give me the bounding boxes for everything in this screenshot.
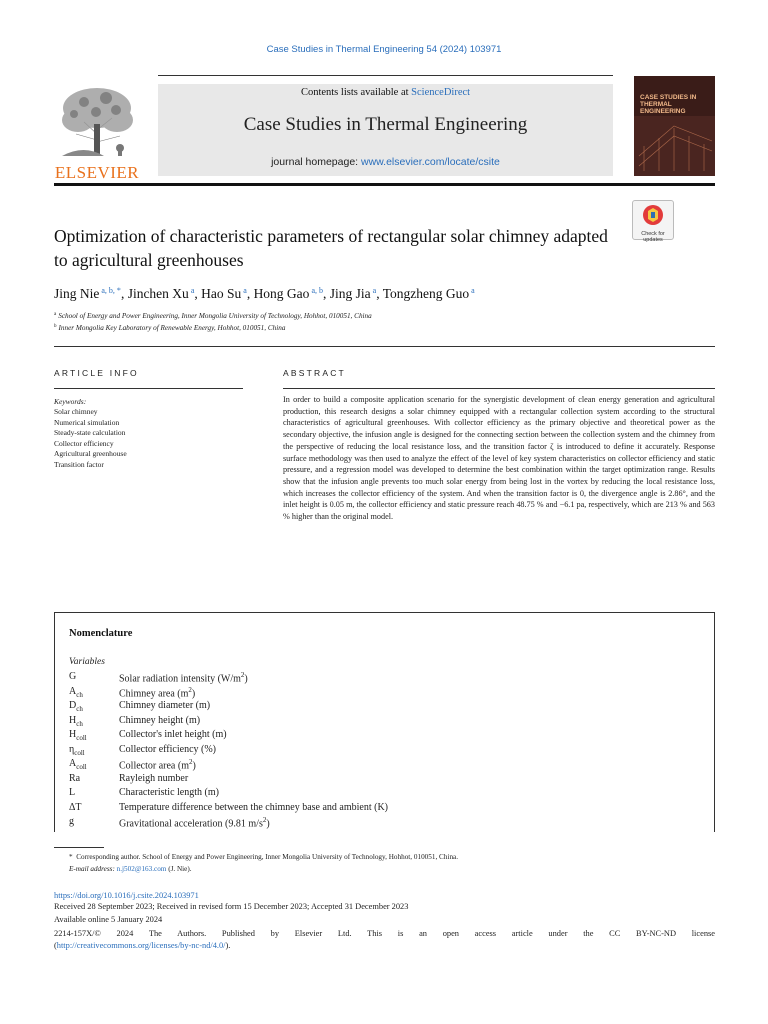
definition-text: Chimney height (m)	[119, 714, 201, 726]
definition-tail: )	[244, 673, 248, 685]
keyword: Collector efficiency	[54, 438, 114, 448]
symbol-base: D	[69, 700, 77, 711]
symbol-subscript: ch	[76, 705, 83, 713]
author-name: Hao Su	[201, 286, 242, 301]
author[interactable]	[54, 286, 121, 301]
nomenclature-row	[69, 729, 689, 744]
license-close: ).	[225, 941, 231, 950]
nomenclature-title: Nomenclature	[69, 628, 133, 639]
doi-line	[54, 891, 715, 900]
nomenclature-symbol	[69, 758, 119, 773]
nomenclature-definition	[119, 816, 689, 831]
nomenclature-symbol	[69, 686, 119, 701]
nomenclature-definition	[119, 758, 689, 773]
nomenclature-row	[69, 715, 689, 730]
author-marks[interactable]: a	[190, 286, 195, 295]
nomenclature-definition	[119, 744, 689, 759]
check-updates-label: Check for updates	[641, 231, 665, 243]
nomenclature-definition	[119, 787, 689, 802]
keyword-list	[54, 407, 127, 470]
abstract-heading: ABSTRACT	[283, 368, 346, 378]
header-bottom-rule	[54, 183, 715, 186]
author-marks[interactable]: a	[471, 286, 475, 295]
definition-superscript: 2	[188, 685, 192, 694]
journal-homepage	[158, 156, 613, 168]
definition-text: Solar radiation intensity (W/m	[119, 673, 241, 685]
symbol-base: Ra	[69, 772, 81, 784]
nomenclature-definition	[119, 686, 689, 701]
nomenclature-definition	[119, 773, 689, 788]
keyword: Steady-state calculation	[54, 428, 126, 437]
cover-title: CASE STUDIES IN THERMAL ENGINEERING	[640, 94, 697, 115]
affiliation-mark: b	[54, 324, 57, 329]
definition-text: Collector area (m	[119, 760, 189, 772]
homepage-prefix: journal homepage:	[271, 156, 361, 168]
nomenclature-symbol	[69, 729, 119, 744]
sciencedirect-link[interactable]: ScienceDirect	[411, 87, 471, 98]
journal-reference[interactable]: Case Studies in Thermal Engineering 54 (2024) 103971	[266, 44, 502, 55]
nomenclature-row	[69, 802, 689, 817]
nomenclature-row	[69, 773, 689, 788]
symbol-subscript: ch	[76, 690, 83, 699]
nomenclature-symbol	[69, 773, 119, 788]
available-online: Available online 5 January 2024	[54, 915, 163, 924]
nomenclature-symbol	[69, 787, 119, 802]
paper-title: Optimization of characteristic parameters of rectangular solar chimney adapted to agricultural greenhouses	[54, 226, 608, 270]
definition-text: Characteristic length (m)	[119, 787, 219, 798]
author-list: Jing Nie $^{a, b, *}$, Jinchen Xu $^a$, Hao Su $^a$, Hong Gao $^{a, b}$, Jing Jia $^a$, Tongzheng Guo $^a$	[54, 286, 475, 301]
definition-superscript: 2	[262, 816, 267, 824]
keyword: Numerical simulation	[54, 417, 120, 427]
author[interactable]	[128, 286, 195, 301]
nomenclature-row	[69, 700, 689, 715]
contents-prefix: Contents lists available at	[300, 87, 412, 98]
contents-line	[158, 87, 613, 98]
definition-superscript: 2	[240, 671, 245, 679]
email-note	[69, 865, 192, 873]
nomenclature-definition	[119, 802, 689, 817]
author-marks[interactable]: a	[372, 286, 377, 295]
footnote-rule	[54, 847, 104, 848]
author-marks[interactable]: a	[243, 286, 247, 295]
author-name: Jing Jia	[329, 286, 371, 301]
symbol-base: η	[69, 743, 75, 755]
license-link[interactable]: http://creativecommons.org/licenses/by-nc-nd/4.0/	[56, 941, 226, 950]
nomenclature-symbol	[69, 715, 119, 730]
symbol-subscript: ch	[76, 719, 83, 728]
definition-text: Rayleigh number	[119, 772, 189, 784]
email-label: E-mail address:	[69, 865, 115, 873]
footnote-mark: *	[69, 853, 73, 861]
affiliation-text: Inner Mongolia Key Laboratory of Renewable Energy, Hohhot, 010051, China	[58, 324, 286, 332]
nomenclature-row	[69, 816, 689, 831]
definition-tail: )	[266, 818, 270, 830]
affiliation	[54, 324, 654, 332]
abstract-rule	[283, 388, 715, 389]
abstract-text: In order to build a composite application scenario for the synergistic development of clean energy generation and agricultural production, this research designs a solar chimney equipped with a rectangular collection system according to the structural characteristics of agricultural greenhouses. With collector efficiency as the primary objective and theoretical power as the secondary objective, the infusion angle is designed for the connecting section between the collection system and the chimney from the perspective of reducing the local resistance loss, and the transition factor ζ is introduced to define it accurately. Response surface methodology was then used to analyze the effect of the level of key system characteristics on collector efficiency and static pressure, and a regression model was developed to determine the best combination within the target optimization range. Results show that the infusion angle prevents too much solar energy from being lost in the vortex by reducing the local resistance loss, which increases the collector efficiency of the system. And when the transition factor is 0, the divergence angle is 2.86°, and the inlet height is 0.05 m, the collector efficiency and static pressure reach 48.75 % and −6.1 pa, respectively, which are 213 % and 563 % higher than the original model.	[283, 395, 715, 522]
symbol-base: A	[69, 685, 77, 697]
symbol-base: A	[69, 758, 77, 769]
symbol-base: g	[69, 816, 74, 827]
symbol-subscript: coll	[76, 763, 87, 771]
definition-text: Chimney diameter (m)	[119, 700, 211, 711]
nomenclature-row	[69, 671, 689, 686]
license-line	[54, 941, 715, 950]
author[interactable]	[383, 286, 475, 301]
journal-cover-image[interactable]	[634, 76, 715, 176]
article-info-rule	[54, 388, 243, 389]
elsevier-logo[interactable]	[54, 84, 140, 182]
keywords-label: Keywords:	[54, 397, 87, 406]
received-dates: Received 28 September 2023; Received in revised form 15 December 2023; Accepted 31 December 2023	[54, 902, 409, 911]
article-info-heading: ARTICLE INFO	[54, 368, 139, 378]
nomenclature-row	[69, 758, 689, 773]
email-link[interactable]: n.j502@163.com	[116, 865, 167, 873]
author-marks[interactable]: a, b, *	[101, 286, 121, 295]
journal-title: Case Studies in Thermal Engineering	[243, 114, 528, 135]
keyword: Agricultural greenhouse	[54, 449, 127, 458]
nomenclature-list	[69, 671, 689, 831]
symbol-base: L	[69, 787, 76, 798]
author[interactable]	[201, 286, 247, 301]
author[interactable]	[254, 286, 323, 301]
author-name: Tongzheng Guo	[382, 286, 470, 301]
definition-text: Temperature difference between the chimney base and ambient (K)	[119, 801, 388, 813]
definition-text: Collector's inlet height (m)	[119, 729, 227, 740]
symbol-base: H	[69, 714, 77, 726]
email-suffix: (J. Nie).	[168, 865, 192, 873]
cover-artwork	[634, 116, 715, 176]
copyright-line: 2214-157X/© 2024 The Authors. Published by Elsevier Ltd. This is an open access article under the CC BY-NC-ND license	[54, 929, 715, 938]
nomenclature-row	[69, 744, 689, 759]
nomenclature-symbol	[69, 671, 119, 686]
nomenclature-definition	[119, 700, 689, 715]
nomenclature-symbol	[69, 744, 119, 759]
definition-text: Chimney area (m	[119, 687, 189, 699]
keyword: Transition factor	[54, 459, 104, 469]
affiliation-mark: a	[54, 312, 57, 317]
license-open: (	[54, 941, 57, 950]
nomenclature-definition	[119, 729, 689, 744]
nomenclature-symbol	[69, 802, 119, 817]
symbol-base: G	[69, 671, 77, 682]
author[interactable]	[330, 286, 376, 301]
author-name: Hong Gao	[253, 286, 310, 301]
nomenclature-symbol	[69, 816, 119, 831]
nomenclature-row	[69, 787, 689, 802]
symbol-base: ΔT	[69, 801, 82, 813]
symbol-subscript: coll	[74, 748, 85, 757]
definition-tail: )	[192, 760, 196, 772]
author-marks[interactable]: a, b	[311, 286, 323, 295]
section-divider	[54, 346, 715, 347]
affiliation	[54, 312, 654, 320]
nomenclature-symbol	[69, 700, 119, 715]
symbol-base: H	[69, 729, 77, 740]
affiliation-text: School of Energy and Power Engineering, Inner Mongolia University of Technology, Hohhot, 010051, China	[58, 312, 372, 320]
check-for-updates-button[interactable]	[632, 200, 674, 243]
corresponding-text: Corresponding author. School of Energy and Power Engineering, Inner Mongolia University of Technology, Hohhot, 010051, China.	[76, 853, 459, 861]
author-name: Jinchen Xu	[127, 286, 189, 301]
publisher-wordmark: ELSEVIER	[54, 163, 140, 182]
definition-text: Collector efficiency (%)	[119, 743, 216, 755]
author-name: Jing Nie	[54, 286, 100, 301]
symbol-subscript: coll	[76, 734, 87, 742]
nomenclature-row	[69, 686, 689, 701]
homepage-link[interactable]: www.elsevier.com/locate/csite	[361, 156, 500, 168]
header-top-rule	[158, 75, 613, 76]
check-updates-icon	[642, 204, 664, 226]
corresponding-author-note	[69, 853, 458, 861]
nomenclature-definition	[119, 671, 689, 686]
doi-link[interactable]: https://doi.org/10.1016/j.csite.2024.103971	[54, 891, 199, 900]
nomenclature-definition	[119, 715, 689, 730]
definition-superscript: 2	[188, 758, 193, 766]
keyword: Solar chimney	[54, 407, 98, 416]
definition-text: Gravitational acceleration (9.81 m/s	[119, 818, 263, 830]
definition-tail: )	[191, 687, 196, 699]
variables-label: Variables	[69, 657, 105, 667]
elsevier-tree-icon	[54, 84, 140, 158]
